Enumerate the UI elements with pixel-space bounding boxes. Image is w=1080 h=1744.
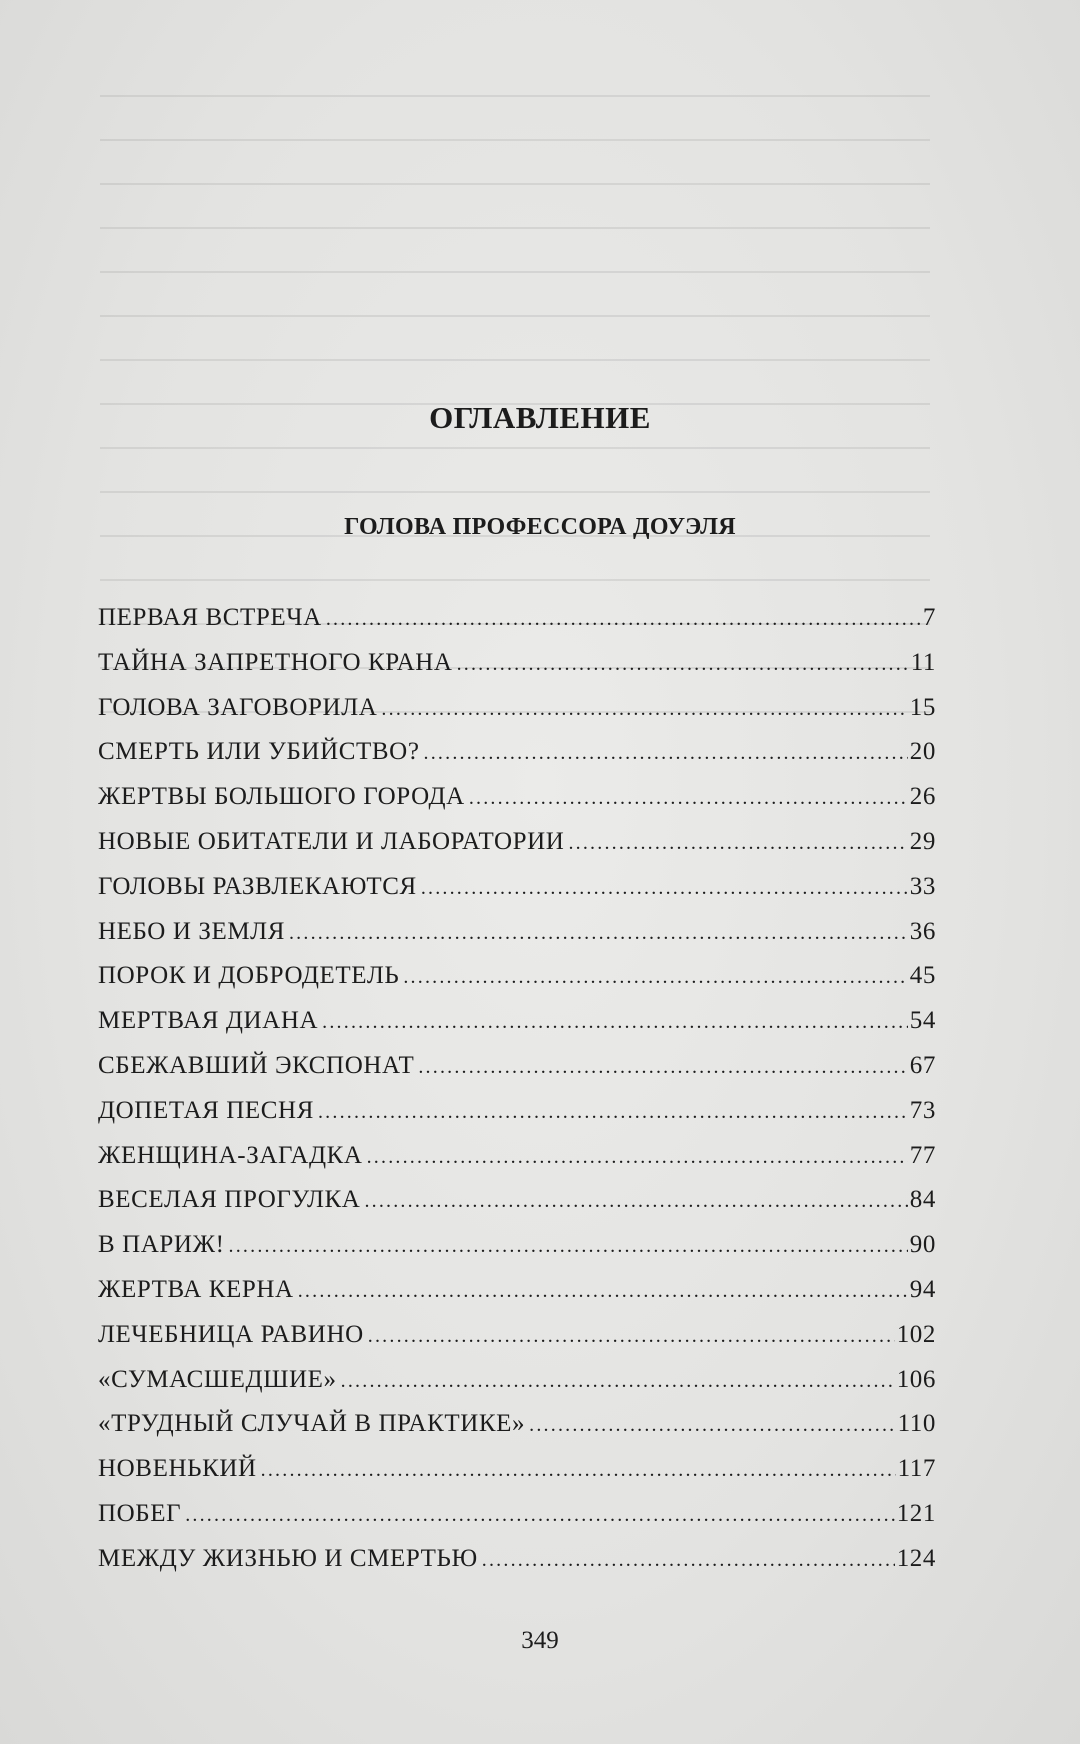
dot-leader xyxy=(229,1235,908,1258)
toc-entry-title: ЖЕНЩИНА-ЗАГАДКА xyxy=(98,1141,363,1169)
toc-entry-page: 67 xyxy=(909,1051,936,1079)
toc-entry xyxy=(98,694,936,739)
table-of-contents xyxy=(98,604,936,1590)
dot-leader xyxy=(326,608,921,631)
toc-entry-title: ТАЙНА ЗАПРЕТНОГО КРАНА xyxy=(98,648,453,676)
toc-entry xyxy=(98,1186,936,1231)
toc-entry xyxy=(98,962,936,1007)
toc-entry xyxy=(98,828,936,873)
dot-leader xyxy=(469,787,908,810)
dot-leader xyxy=(364,1190,907,1213)
toc-entry xyxy=(98,649,936,694)
toc-entry-page: 29 xyxy=(909,827,936,855)
toc-entry-page: 110 xyxy=(897,1410,936,1438)
toc-entry-title: «ТРУДНЫЙ СЛУЧАЙ В ПРАКТИКЕ» xyxy=(98,1410,526,1438)
toc-entry xyxy=(98,1097,936,1142)
toc-entry xyxy=(98,604,936,649)
toc-entry-page: 102 xyxy=(896,1320,936,1348)
dot-leader xyxy=(322,1011,908,1034)
toc-entry-page: 77 xyxy=(909,1141,936,1169)
toc-entry-title: НОВЕНЬКИЙ xyxy=(98,1455,257,1483)
toc-entry-page: 36 xyxy=(909,917,936,945)
toc-entry xyxy=(98,1455,936,1500)
toc-entry xyxy=(98,783,936,828)
toc-entry xyxy=(98,1500,936,1545)
toc-entry-page: 124 xyxy=(896,1544,936,1572)
toc-entry xyxy=(98,1276,936,1321)
toc-entry xyxy=(98,918,936,963)
toc-entry-page: 94 xyxy=(909,1275,936,1303)
toc-entry xyxy=(98,873,936,918)
toc-entry xyxy=(98,1231,936,1276)
toc-entry-page: 33 xyxy=(909,872,936,900)
toc-entry-title: ПЕРВАЯ ВСТРЕЧА xyxy=(98,604,322,631)
dot-leader xyxy=(424,742,908,765)
toc-entry-page: 84 xyxy=(909,1186,936,1214)
toc-entry-title: НОВЫЕ ОБИТАТЕЛИ И ЛАБОРАТОРИИ xyxy=(98,827,565,855)
toc-entry-title: ГОЛОВА ЗАГОВОРИЛА xyxy=(98,693,378,721)
toc-entry xyxy=(98,1366,936,1411)
toc-entry-page: 20 xyxy=(909,738,936,766)
toc-entry-page: 11 xyxy=(910,648,936,676)
toc-entry xyxy=(98,1052,936,1097)
toc-entry xyxy=(98,1321,936,1366)
toc-entry-page: 106 xyxy=(896,1365,936,1393)
dot-leader xyxy=(298,1280,908,1303)
toc-entry-title: ВЕСЕЛАЯ ПРОГУЛКА xyxy=(98,1186,361,1214)
toc-entry-title: МЕЖДУ ЖИЗНЬЮ И СМЕРТЬЮ xyxy=(98,1544,478,1572)
toc-entry xyxy=(98,1007,936,1052)
dot-leader xyxy=(418,1056,907,1079)
toc-entry xyxy=(98,738,936,783)
toc-entry-title: ЖЕРТВА КЕРНА xyxy=(98,1275,294,1303)
toc-entry xyxy=(98,1142,936,1187)
dot-leader xyxy=(457,653,909,676)
toc-entry-title: ДОПЕТАЯ ПЕСНЯ xyxy=(98,1096,314,1124)
toc-entry-title: «СУМАСШЕДШИЕ» xyxy=(98,1365,337,1393)
toc-entry-title: СБЕЖАВШИЙ ЭКСПОНАТ xyxy=(98,1051,415,1079)
toc-entry-title: ПОБЕГ xyxy=(98,1499,182,1527)
dot-leader xyxy=(482,1549,895,1572)
dot-leader xyxy=(367,1146,908,1169)
toc-entry-title: В ПАРИЖ! xyxy=(98,1231,225,1259)
toc-entry-title: ЖЕРТВЫ БОЛЬШОГО ГОРОДА xyxy=(98,783,465,811)
toc-entry-title: СМЕРТЬ ИЛИ УБИЙСТВО? xyxy=(98,738,420,766)
page-title: ОГЛАВЛЕНИЕ xyxy=(429,400,651,435)
toc-entry-page: 26 xyxy=(909,783,936,811)
section-title: ГОЛОВА ПРОФЕССОРА ДОУЭЛЯ xyxy=(344,514,736,540)
toc-entry-page: 90 xyxy=(909,1231,936,1259)
toc-entry-page: 73 xyxy=(909,1096,936,1124)
toc-entry-title: ПОРОК И ДОБРОДЕТЕЛЬ xyxy=(98,962,400,990)
dot-leader xyxy=(318,1101,908,1124)
toc-entry xyxy=(98,1545,936,1590)
page-number: 349 xyxy=(521,1627,559,1654)
toc-entry-title: НЕБО И ЗЕМЛЯ xyxy=(98,917,285,945)
toc-entry-title: ГОЛОВЫ РАЗВЛЕКАЮТСЯ xyxy=(98,872,417,900)
dot-leader xyxy=(381,698,907,721)
toc-entry-page: 7 xyxy=(922,604,936,631)
dot-leader xyxy=(529,1414,895,1437)
toc-entry-page: 121 xyxy=(896,1499,936,1527)
toc-entry-page: 54 xyxy=(909,1007,936,1035)
toc-entry-title: МЕРТВАЯ ДИАНА xyxy=(98,1007,319,1035)
toc-entry-page: 15 xyxy=(909,693,936,721)
dot-leader xyxy=(261,1459,896,1482)
dot-leader xyxy=(368,1325,895,1348)
dot-leader xyxy=(289,922,908,945)
dot-leader xyxy=(403,966,907,989)
toc-entry-page: 117 xyxy=(897,1455,936,1483)
dot-leader xyxy=(341,1370,895,1393)
dot-leader xyxy=(185,1504,894,1527)
toc-entry xyxy=(98,1410,936,1455)
toc-entry-title: ЛЕЧЕБНИЦА РАВИНО xyxy=(98,1320,364,1348)
dot-leader xyxy=(568,832,907,855)
toc-entry-page: 45 xyxy=(909,962,936,990)
dot-leader xyxy=(421,877,908,900)
